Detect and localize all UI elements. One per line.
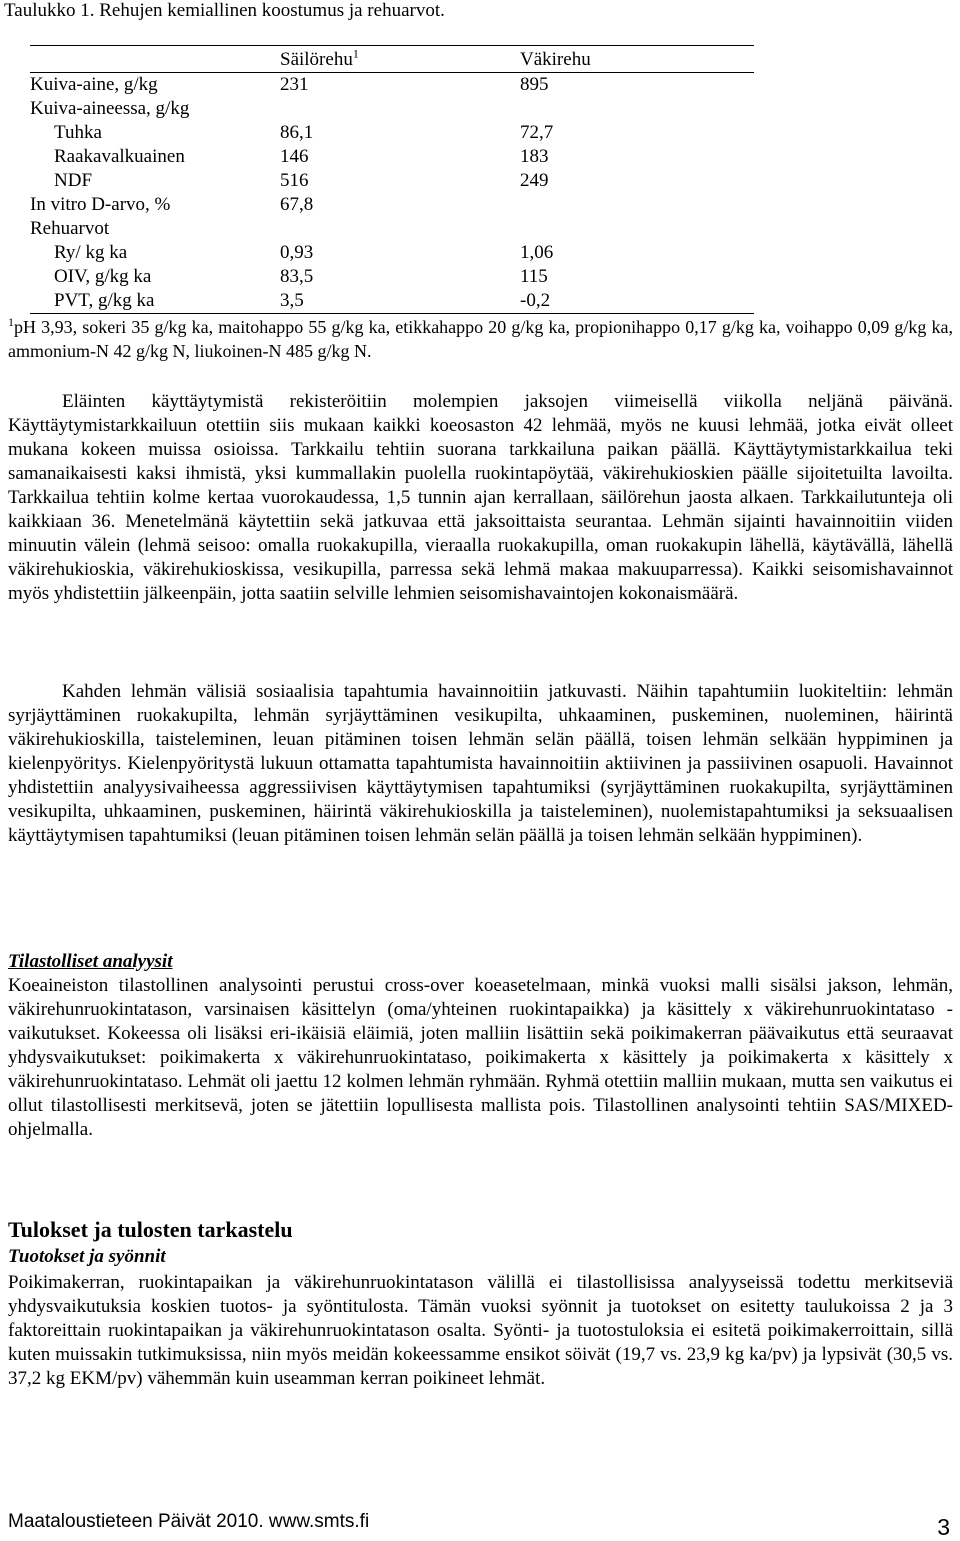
table-cell-silage: 83,5: [280, 266, 314, 287]
table-cell-silage: 3,5: [280, 290, 304, 311]
table-cell-concentrate: 115: [520, 266, 548, 287]
table-cell-concentrate: -0,2: [520, 290, 551, 311]
table-row: [30, 265, 754, 289]
table-cell-label: PVT, g/kg ka: [54, 290, 155, 311]
table-cell-label: Kuiva-aine, g/kg: [30, 74, 158, 95]
table-cell-label: OIV, g/kg ka: [54, 266, 152, 287]
table-cell-label: Kuiva-aineessa, g/kg: [30, 98, 190, 119]
table-cell-label: Rehuarvot: [30, 218, 110, 239]
table-cell-label: Tuhka: [54, 122, 102, 143]
table-caption: Taulukko 1. Rehujen kemiallinen koostumus ja rehuarvot.: [4, 0, 445, 21]
heading-statistical-analyses: Tilastolliset analyysit: [8, 951, 173, 972]
paragraph-yields: Poikimakerran, ruokintapaikan ja väkirehunruokintatason välillä ei tilastollisissa analyyseissä todettu merkitseviä yhdysvaikutuksia koskien tuotos- ja syöntitulosta. Tämän vuoksi syönnit ja tuotokset on esitetty taulukoissa 2 ja 3 faktoreittain ruokintapaikan ja väkirehunruokintatason osalta. Syönti- ja tuotostuloksia ei esitetä poikimakerroittain, sillä kuten muissakin tutkimuksissa, niin myös meidän kokeessamme ensikot söivät (19,7 vs. 23,9 kg ka/pv) ja lypsivät (30,5 vs. 37,2 kg EKM/pv) vähemmän kuin useamman kerran poikineet lehmät.: [8, 1272, 953, 1389]
table-cell-label: Ry/ kg ka: [54, 242, 128, 263]
table-cell-silage: 0,93: [280, 242, 314, 263]
table-cell-silage: 231: [280, 74, 309, 95]
table-row: [30, 169, 754, 193]
table-row: [30, 193, 754, 217]
table-header-row: [30, 48, 754, 72]
table-cell-concentrate: 72,7: [520, 122, 554, 143]
footer-source: Maataloustieteen Päivät 2010. www.smts.fi: [8, 1511, 370, 1532]
table-cell-silage: 146: [280, 146, 309, 167]
table-cell-concentrate: 895: [520, 74, 549, 95]
table-cell-concentrate: 249: [520, 170, 549, 191]
table-row: [30, 73, 754, 97]
table-cell-silage: 67,8: [280, 194, 314, 215]
table-cell-label: In vitro D-arvo, %: [30, 194, 171, 215]
page-number: 3: [937, 1514, 950, 1540]
heading-results: Tulokset ja tulosten tarkastelu: [8, 1217, 293, 1242]
paragraph-social-events: Kahden lehmän välisiä sosiaalisia tapahtumia havainnoitiin jatkuvasti. Näihin tapahtumiin luokiteltiin: lehmän syrjäyttäminen ruokakupilta, lehmän syrjäyttäminen vesikupilta, uhkaaminen, puskeminen, nuoleminen, häirintä väkirehukioskilla, taisteleminen, leuan pitäminen toisen lehmän selän päällä, toisen lehmän selkään hyppiminen ja kielenpyöritys. Kielenpyöritystä lukuun ottamatta tapahtumista havainnoitiin aktiivinen ja passiivinen osapuoli. Havainnot yhdistettiin analyysivaiheessa aggressiivisen käyttäytymisen tapahtumiksi (syrjäyttäminen ruokakupilta, syrjäyttäminen vesikupilta, uhkaaminen, puskeminen, häirintä väkirehukioskilla ja taisteleminen), nuolemistapahtumiksi ja seksuaalisen käyttäytymisen tapahtumiksi (leuan pitäminen toisen lehmän selän päällä ja toisen lehmän selkään hyppiminen).: [8, 681, 953, 846]
column-header-concentrate: Väkirehu: [520, 49, 591, 70]
table-row: [30, 217, 754, 241]
table-bottom-rule: [30, 313, 754, 314]
paragraph-behaviour-recording: Eläinten käyttäytymistä rekisteröitiin molempien jaksojen viimeisellä viikolla neljänä päivänä. Käyttäytymistarkkailuun otettiin siis mukaan kaikki koeosaston 42 lehmää, myös ne kuusi lehmää, jotka eivät olleet mukana kokeen muissa osioissa. Tarkkailu tehtiin suorana tarkkailuna paikan päällä. Käyttäytymistarkkailua teki samanaikaisesti kaksi ihmistä, yksi kummallakin puolella ruokintapöytää, väkirehukioskien päälle sijoitetuilta lavoilta. Tarkkailua tehtiin kolme kertaa vuorokaudessa, 1,5 tunnin ajan kerrallaan, säilörehun jaosta alkaen. Tarkkailutunteja oli kaikkiaan 36. Menetelmänä käytettiin sekä jatkuvaa että jaksoittaista seurantaa. Lehmän sijainti havainnoitiin viiden minuutin välein (lehmä seisoo: omalla ruokakupilla, vieraalla ruokakupilla, oman ruokakupin lähellä, käytävällä, lähellä väkirehukioskia, väkirehukioskissa, vesikupilla, parressa sekä lehmä makaa makuuparressa). Kaikki seisomishavainnot myös yhdistettiin jälkeenpäin, jotta saatiin selville lehmien seisomishavaintojen kokonaismäärä.: [8, 391, 953, 604]
table-top-rule: [30, 45, 754, 46]
table-row: [30, 97, 754, 121]
table-cell-silage: 86,1: [280, 122, 314, 143]
table-row: [30, 145, 754, 169]
paragraph-statistics: Koeaineiston tilastollinen analysointi perustui cross-over koeasetelmaan, minkä vuoksi malli sisälsi jakson, lehmän, väkirehunruokintatason, varsinaisen käsittelyn (oma/yhteinen ruokintapaikka) ja käsittely x väkirehunruokintataso -vaikutukset. Kokeessa oli lisäksi eri-ikäisiä eläimiä, joten malliin lisättiin sekä poikimakerran päävaikutus että seuraavat yhdysvaikutukset: poikimakerta x väkirehunruokintataso, poikimakerta x käsittely ja poikimakerta x käsittely x väkirehunruokintataso. Lehmät oli jaettu 12 kolmen lehmän ryhmään. Ryhmä otettiin malliin mukaan, mutta sen vaikutus ei ollut tilastollisesti merkitsevä, joten se jätettiin lopullisesta mallista pois. Tilastollinen analysointi tehtiin SAS/MIXED-ohjelmalla.: [8, 975, 953, 1140]
table-cell-concentrate: 183: [520, 146, 549, 167]
table-row: [30, 121, 754, 145]
column-header-silage: Säilörehu$^1$: [280, 46, 359, 70]
table-footnote: $^1$pH 3,93, sokeri 35 g/kg ka, maitohappo 55 g/kg ka, etikkahappo 20 g/kg ka, propionihappo 0,17 g/kg ka, voihappo 0,09 g/kg ka, ammonium-N 42 g/kg N, liukoinen-N 485 g/kg N.: [8, 315, 953, 361]
table-cell-concentrate: 1,06: [520, 242, 554, 263]
table-row: [30, 289, 754, 313]
table-cell-label: Raakavalkuainen: [54, 146, 185, 167]
heading-yields-and-intakes: Tuotokset ja syönnit: [8, 1246, 166, 1267]
table-cell-silage: 516: [280, 170, 309, 191]
table-row: [30, 241, 754, 265]
table-cell-label: NDF: [54, 170, 93, 191]
